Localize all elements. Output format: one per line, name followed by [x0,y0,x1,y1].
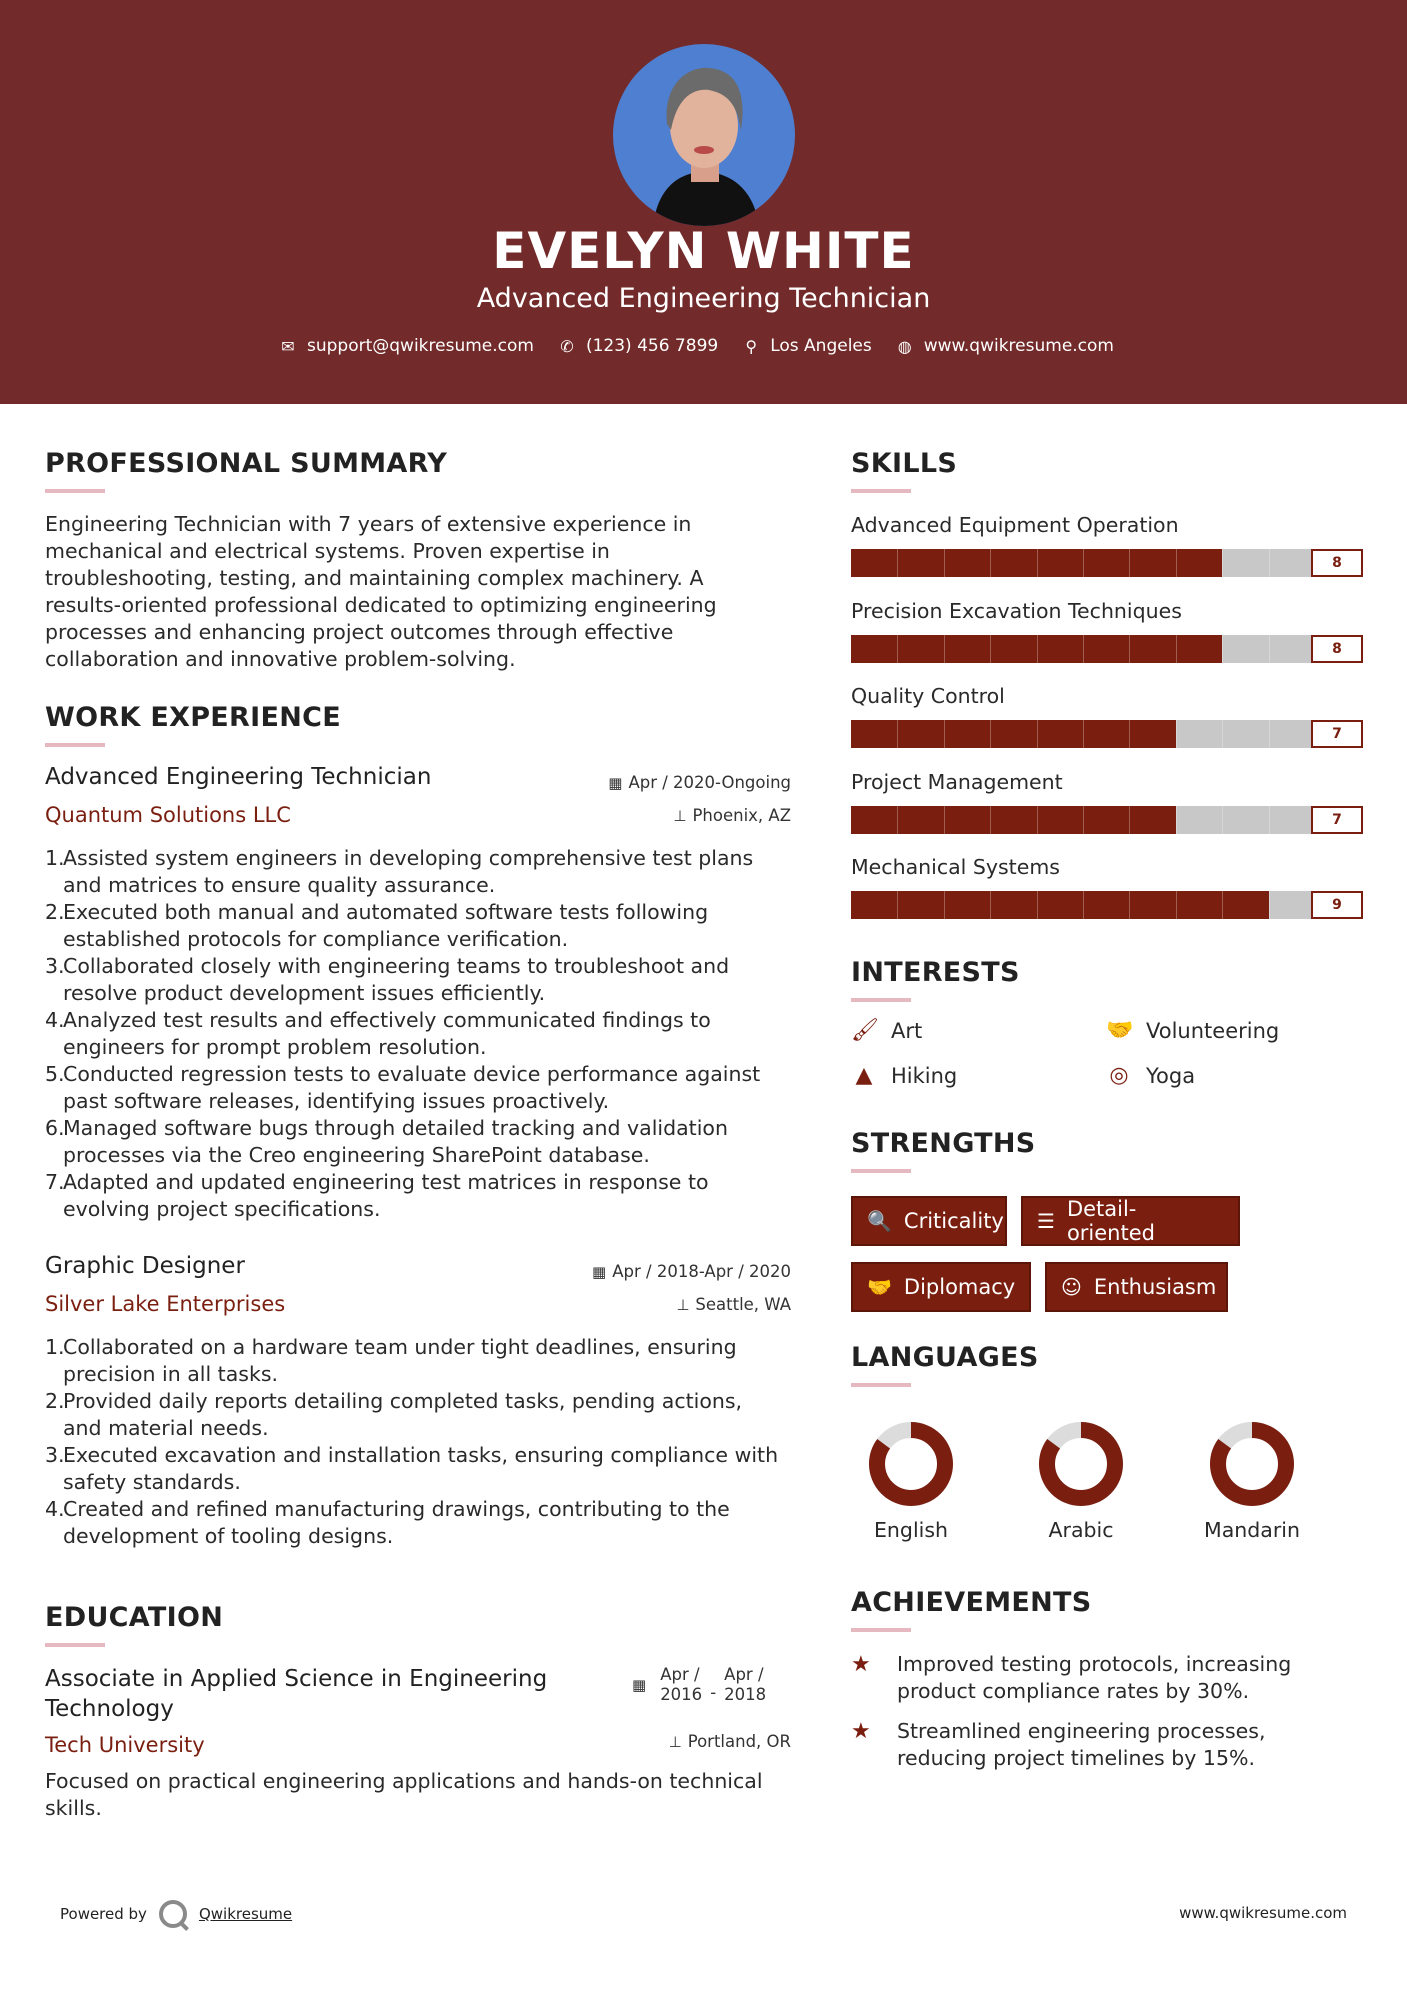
skill-bar-segment [990,720,991,748]
summary-text: Engineering Technician with 7 years of extensive experience in mechanical and electrical systems. Proven expertise in troubleshooting, testing, and maintaining complex machinery. A results-oriented professional dedicated to optimizing engineering processes and enhancing project outcomes through effective collaboration and innovative problem-solving. [45,512,717,671]
skill-bar-segment [1176,891,1177,919]
strength-tag-enthusiasm: ☺ Enthusiasm [1045,1262,1228,1312]
language-item [1187,1418,1317,1542]
paintbrush-icon: 🖌 [851,1018,879,1043]
list-item: 4. Analyzed test results and effectively communicated findings to engineers for prompt problem resolution. [45,1008,711,1059]
skills-heading: SKILLS [851,448,958,479]
brand-link[interactable]: Qwikresume [198,1905,293,1923]
skill-label: Quality Control [851,684,1005,708]
skill-score: 8 [1311,549,1363,577]
job-bullets [45,1334,795,1550]
tree-icon: ▲ [855,1063,873,1088]
languages-heading: LANGUAGES [851,1342,1039,1373]
list-item: 6. Managed software bugs through detailed tracking and validation processes via the Creo engineering SharePoint database. [45,1116,728,1167]
skill-bar-fill [851,720,1176,748]
job-location: ⊥ Seattle, WA [676,1295,791,1314]
strength-tag-criticality: 🔍 Criticality [851,1196,1007,1246]
skill-bar-segment [1083,635,1084,663]
skill-bar-segment [1176,720,1177,748]
achievement-item: ★ Improved testing protocols, increasing product compliance rates by 30%. [851,1652,1292,1703]
skill-score: 7 [1311,720,1363,748]
experience-heading: WORK EXPERIENCE [45,702,341,733]
skill-bar [851,720,1315,748]
skill-label: Mechanical Systems [851,855,1060,879]
skill-bar-segment [944,635,945,663]
heading-underline [851,1169,911,1173]
calendar-icon: ▦ [632,1676,647,1694]
achievements-heading: ACHIEVEMENTS [851,1587,1092,1618]
strength-tag-diplomacy: 🤝 Diplomacy [851,1262,1031,1312]
skill-bar-segment [897,635,898,663]
education-location: ⊥ Portland, OR [668,1732,791,1751]
skill-bar-segment [1222,891,1223,919]
interest-art: 🖌 Art [851,1018,923,1043]
interest-volunteering: 🤝 Volunteering [1106,1018,1280,1043]
skill-bar-segment [897,891,898,919]
skill-label: Precision Excavation Techniques [851,598,1182,623]
degree-title: Associate in Applied Science in Engineering Technology [45,1666,548,1722]
skill-bar-segment [944,806,945,834]
contact-website[interactable]: ◍ www.qwikresume.com [896,336,1114,356]
interests-heading: INTERESTS [851,957,1020,988]
contact-email[interactable]: ✉ support@qwikresume.com [279,336,534,356]
skill-bar-segment [1222,720,1223,748]
skill-bar-segment [1222,635,1223,663]
skill-score: 7 [1311,806,1363,834]
language-label: Mandarin [1204,1518,1300,1542]
job-title: Graphic Designer [45,1253,245,1279]
skill-bar-segment [1222,549,1223,577]
strengths-heading: STRENGTHS [851,1128,1036,1159]
contact-bar [0,336,1407,356]
list-item: 5. Conducted regression tests to evaluate device performance against past software releases, identifying issues proactively. [45,1062,761,1113]
skill-bar-segment [1129,891,1130,919]
pushpin-icon: ⊥ [668,1733,682,1751]
contact-phone[interactable]: ✆ (123) 456 7899 [558,336,718,356]
heading-underline [851,1628,911,1632]
job-dates: ▦ Apr / 2020-Ongoing [608,773,791,792]
skill-label: Advanced Equipment Operation [851,513,1179,537]
skill-bar-segment [1269,891,1270,919]
language-label: English [873,1518,949,1542]
search-icon: 🔍 [867,1209,892,1233]
skill-bar-fill [851,891,1269,919]
list-item: 1. Assisted system engineers in developing comprehensive test plans and matrices to ensure quality assurance. [45,846,754,897]
map-pin-icon: ⚲ [745,336,758,356]
envelope-icon: ✉ [281,336,295,356]
profile-photo [613,44,795,226]
globe-icon: ◍ [897,336,912,356]
skill-bar-segment [1129,806,1130,834]
skill-bar [851,891,1315,919]
skill-bar-segment [1083,891,1084,919]
skill-bar-segment [1129,549,1130,577]
job-title: Advanced Engineering Technician [45,764,432,790]
list-item: 7. Adapted and updated engineering test matrices in response to evolving project specifications. [45,1170,709,1221]
skill-bar-segment [1037,891,1038,919]
list-icon: ☰ [1037,1209,1055,1233]
skill-bar-segment [1269,635,1270,663]
strength-tag-detail-oriented: ☰ Detail-oriented [1021,1196,1240,1246]
phone-icon: ✆ [560,336,574,356]
list-item: 4. Created and refined manufacturing drawings, contributing to the development of tooling designs. [45,1497,730,1548]
star-icon: ★ [851,1719,871,1744]
language-item [846,1418,976,1542]
skill-bar-segment [944,549,945,577]
interest-hiking: ▲ Hiking [851,1063,957,1088]
skill-bar-segment [1222,806,1223,834]
pushpin-icon: ⊥ [673,807,687,825]
skill-bar-segment [990,549,991,577]
language-donut [865,1418,957,1510]
list-item: 3. Collaborated closely with engineering teams to troubleshoot and resolve product development issues efficiently. [45,954,730,1005]
list-item: 1. Collaborated on a hardware team under tight deadlines, ensuring precision in all tasks. [45,1335,737,1386]
contact-location: ⚲ Los Angeles [742,336,872,356]
handshake-icon: 🤝 [1106,1018,1134,1043]
achievement-item: ★ Streamlined engineering processes, reducing project timelines by 15%. [851,1719,1266,1770]
smile-icon: ☺ [1061,1275,1082,1299]
skill-bar-segment [1176,635,1177,663]
handshake-icon: 🤝 [867,1275,892,1299]
candidate-title: Advanced Engineering Technician [476,283,931,314]
education-heading: EDUCATION [45,1602,224,1633]
skill-bar-segment [990,806,991,834]
summary-heading: PROFESSIONAL SUMMARY [45,448,448,479]
language-item [1016,1418,1146,1542]
language-donut [1206,1418,1298,1510]
skill-bar-segment [1037,806,1038,834]
skill-score: 8 [1311,635,1363,663]
pushpin-icon: ⊥ [676,1296,690,1314]
skill-bar-segment [990,635,991,663]
skill-bar-segment [990,891,991,919]
heading-underline [45,743,105,747]
skill-bar-segment [1269,806,1270,834]
skill-bar-segment [1176,806,1177,834]
skill-bar-segment [1129,635,1130,663]
skill-bar-segment [1129,720,1130,748]
job-bullets [45,845,795,1223]
job-company: Silver Lake Enterprises [45,1292,286,1316]
skill-bar [851,549,1315,577]
skill-bar-segment [1037,549,1038,577]
language-donut [1035,1418,1127,1510]
education-dates: ▦ Apr / 2016 - Apr / 2018 [632,1665,767,1704]
skill-bar [851,635,1315,663]
star-icon: ★ [851,1652,871,1677]
life-ring-icon: ◎ [1109,1063,1129,1088]
heading-underline [851,998,911,1002]
skill-bar-segment [1037,635,1038,663]
heading-underline [851,489,911,493]
job-location: ⊥ Phoenix, AZ [673,806,791,825]
list-item: 2. Provided daily reports detailing completed tasks, pending actions, and material needs. [45,1389,743,1440]
skill-bar-segment [944,891,945,919]
language-label: Arabic [1048,1518,1114,1542]
skill-bar-segment [1037,720,1038,748]
skill-bar-segment [1083,720,1084,748]
skill-bar-segment [1083,549,1084,577]
list-item: 2. Executed both manual and automated software tests following established protocols for compliance verification. [45,900,709,951]
skill-bar-segment [944,720,945,748]
skill-bar-segment [897,806,898,834]
list-item: 3. Executed excavation and installation tasks, ensuring compliance with safety standards. [45,1443,779,1494]
calendar-icon: ▦ [608,774,623,792]
skill-bar-segment [1083,806,1084,834]
skill-bar [851,806,1315,834]
skill-bar-segment [1269,720,1270,748]
skill-bar-fill [851,806,1176,834]
skill-bar-segment [897,549,898,577]
footer-brand: Powered by Qwikresume [60,1900,292,1928]
calendar-icon: ▦ [592,1263,607,1281]
heading-underline [851,1383,911,1387]
skill-label: Project Management [851,769,1063,794]
heading-underline [45,1643,105,1647]
qwikresume-logo-icon [159,1900,187,1928]
skill-bar-segment [1176,549,1177,577]
candidate-name: EVELYN WHITE [492,222,915,280]
footer-url[interactable]: www.qwikresume.com [1179,1904,1347,1922]
skill-bar-segment [897,720,898,748]
school-name: Tech University [45,1733,205,1757]
skill-score: 9 [1311,891,1363,919]
skill-bar-segment [1269,549,1270,577]
job-dates: ▦ Apr / 2018-Apr / 2020 [592,1262,791,1281]
resume-header [0,0,1407,404]
education-description: Focused on practical engineering applications and hands-on technical skills. [45,1769,763,1820]
job-company: Quantum Solutions LLC [45,803,291,827]
heading-underline [45,489,105,493]
interest-yoga: ◎ Yoga [1106,1063,1195,1088]
